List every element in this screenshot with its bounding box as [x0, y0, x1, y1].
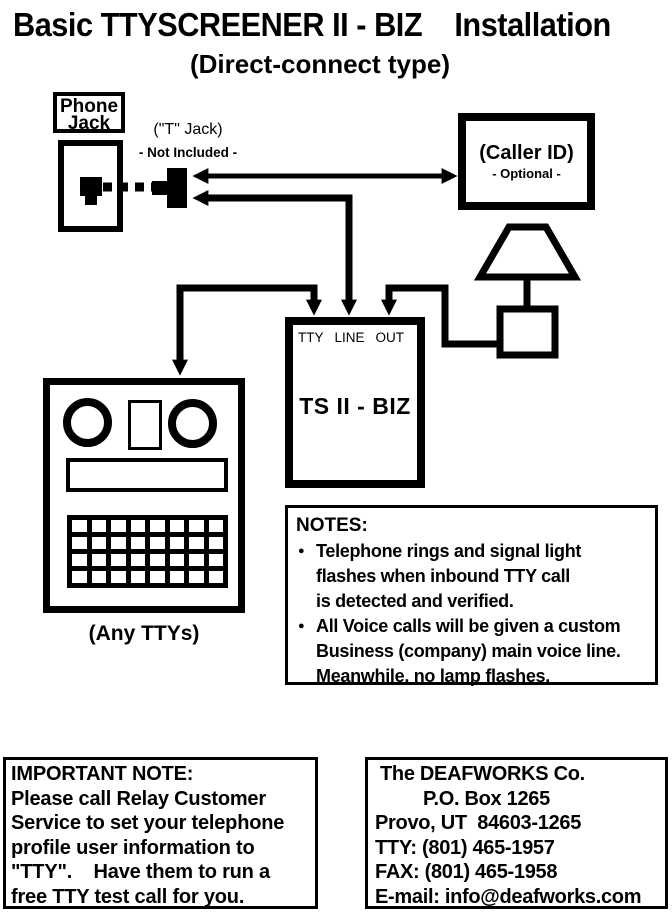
important-note-line: Service to set your telephone — [11, 812, 285, 834]
contact-fax: FAX: (801) 465-1958 — [375, 861, 558, 883]
notes-line: flashes when inbound TTY call — [316, 566, 571, 586]
tty-paper-slot — [128, 400, 162, 450]
tty-key — [189, 537, 204, 549]
caller-id-label: (Caller ID) — [479, 142, 574, 164]
tty-key — [189, 571, 204, 583]
tty-key — [189, 554, 204, 566]
tty-key — [92, 537, 107, 549]
tty-key — [150, 520, 165, 532]
notes-title: NOTES: — [296, 515, 368, 536]
phone-jack-label-line1: Phone — [59, 96, 119, 117]
tty-key — [150, 537, 165, 549]
terminal-out: OUT — [375, 330, 404, 345]
tty-key — [72, 537, 87, 549]
tty-key — [150, 571, 165, 583]
screener-box — [285, 317, 425, 488]
t-jack-label: ("T" Jack) — [153, 121, 223, 138]
tty-key — [92, 554, 107, 566]
tty-keyboard — [67, 515, 228, 588]
tty-key — [170, 571, 185, 583]
contact-city: Provo, UT 84603-1265 — [375, 812, 582, 834]
acoustic-cup-right — [168, 399, 217, 448]
contact-company: The DEAFWORKS Co. — [380, 763, 585, 785]
terminal-line: LINE — [334, 330, 365, 345]
tty-key — [150, 554, 165, 566]
caller-id-optional-note: - Optional - — [492, 166, 561, 181]
tty-device-caption: (Any TTYs) — [88, 622, 200, 645]
tty-key — [131, 554, 146, 566]
tty-key — [209, 520, 224, 532]
tty-key — [92, 520, 107, 532]
tty-key — [111, 554, 126, 566]
terminal-tty: TTY — [298, 330, 324, 345]
tty-key — [170, 554, 185, 566]
caller-id-box — [458, 113, 595, 210]
tty-key — [209, 554, 224, 566]
important-note-line: free TTY test call for you. — [11, 885, 245, 908]
important-note-box — [3, 757, 318, 909]
tty-key — [72, 554, 87, 566]
t-jack-adapter-icon — [152, 168, 187, 208]
tty-key — [170, 537, 185, 549]
screener-model: TS II - BIZ — [299, 393, 411, 419]
tty-key — [189, 520, 204, 532]
notes-line: is detected and verified. — [316, 591, 514, 611]
tty-display — [66, 458, 228, 492]
tty-key — [72, 520, 87, 532]
tty-key — [111, 571, 126, 583]
phone-jack-label-line2: Jack — [67, 113, 111, 134]
tty-key — [111, 537, 126, 549]
notes-box — [285, 505, 658, 685]
lamp-shade — [480, 227, 575, 277]
acoustic-cup-left — [63, 398, 112, 447]
wall-plate — [58, 140, 123, 232]
notes-line: Meanwhile, no lamp flashes. — [316, 666, 550, 686]
tty-key — [131, 571, 146, 583]
important-note-line: Please call Relay Customer — [11, 787, 266, 810]
notes-line: ● Telephone rings and signal light — [316, 541, 582, 561]
tty-key — [92, 571, 107, 583]
tty-key — [209, 571, 224, 583]
tty-key — [131, 520, 146, 532]
contact-po-box: P.O. Box 1265 — [423, 787, 550, 810]
important-note-line: IMPORTANT NOTE: — [11, 763, 194, 785]
screener-terminals — [293, 325, 417, 345]
contact-tty-phone: TTY: (801) 465-1957 — [375, 836, 555, 859]
important-note-line: "TTY". Have them to run a — [11, 861, 270, 883]
notes-bullet-1 — [296, 539, 653, 614]
page-subtitle: (Direct-connect type) — [189, 49, 451, 79]
notes-line: ● All Voice calls will be given a custom — [316, 616, 621, 636]
contact-email: E-mail: info@deafworks.com — [375, 885, 642, 908]
tty-key — [131, 537, 146, 549]
tty-key — [170, 520, 185, 532]
contact-info-box — [365, 757, 668, 909]
phone-jack-label — [53, 92, 125, 133]
notes-bullet-2 — [296, 614, 653, 689]
notes-line: Business (company) main voice line. — [316, 641, 621, 661]
tty-key — [111, 520, 126, 532]
tty-key — [72, 571, 87, 583]
page-title: Basic TTYSCREENER II - BIZ Installation — [13, 6, 611, 43]
tty-key — [209, 537, 224, 549]
lamp-base — [500, 309, 555, 355]
important-note-line: profile user information to — [11, 836, 255, 859]
tty-device — [43, 378, 245, 613]
t-jack-not-included-note: - Not Included - — [138, 145, 238, 160]
